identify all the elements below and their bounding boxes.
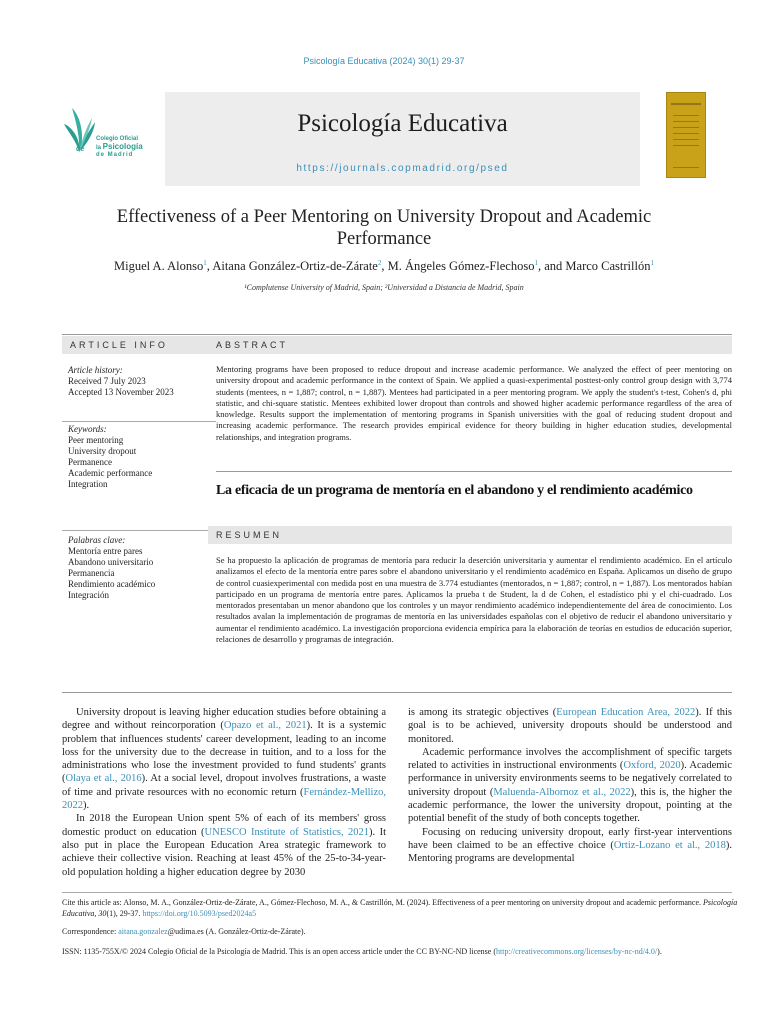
keyword: Permanence: [68, 457, 112, 467]
keyword: Academic performance: [68, 468, 153, 478]
palabras-clave-block: [68, 535, 216, 601]
resumen-heading: RESUMEN: [208, 526, 732, 544]
journal-title: Psicología Educativa: [297, 110, 508, 137]
keywords-label: Keywords:: [68, 424, 107, 434]
body-text: ). It is a systemic problem that influences students' career development, leading to an income loss for the university due to the decrease in tuition, and to a loss for the administrations who lose the investment provided to fund students' grants (: [62, 720, 387, 785]
body-paragraph: [62, 706, 386, 812]
logo-line-2b: Psicología: [102, 142, 143, 151]
abstract-rule: [216, 471, 732, 472]
author-affil-mark[interactable]: 2: [377, 259, 382, 267]
palabra-clave: Permanencia: [68, 568, 115, 578]
logo-line-2a: la: [96, 145, 103, 151]
author-separator: ,: [381, 259, 388, 274]
body-paragraph: [408, 746, 732, 826]
cover-title-bar: [671, 103, 701, 105]
logo-de: de: [76, 146, 85, 153]
cover-line: [673, 167, 699, 168]
logo-line-2: [96, 143, 143, 152]
cover-line: [673, 121, 699, 122]
divider: [62, 530, 216, 531]
author-name: M. Ángeles Gómez-Flechoso: [387, 259, 535, 274]
abstract-text: Mentoring programs have been proposed to reduce dropout and increase academic performance. We analyzed the effect of peer mentoring on university dropout and academic performance in the context of Spain. We applied a quasi-experimental posttest-only control group design with 3,774 students (mentees, n = 1,887; control, n = 1,887). Mentees had participated in a peer mentoring program. We apply the student's t-test, Cohen's d, phi statistic, and chi-square statistic. Mentees exhibited lower dropout than controls and showed higher academic performance regardless of the area of knowledge. Results support the implementation of mentoring programs in Spanish universities with the goal of reducing student dropout and increasing academic performance. The research provides empirical evidence for theory building in higher education studies, developmental relationships, and integration programs.: [216, 364, 732, 442]
cover-line: [673, 145, 699, 146]
citation-link[interactable]: Olaya et al., 2016: [65, 773, 142, 785]
cover-line: [673, 139, 699, 140]
issn-text: ISSN: 1135-755X/© 2024 Colegio Oficial de la Psicología de Madrid. This is an open access article under the CC BY-NC-ND license (: [62, 947, 496, 956]
footer-rule: [62, 892, 732, 893]
body-text: ).: [83, 800, 90, 812]
body-column-left: [62, 706, 386, 879]
citation-link[interactable]: Maluenda-Albornoz et al., 2022: [493, 786, 631, 798]
body-text: ). It also put in place the European Education Area strategic framework to achieve their collective vision. Reaching at least 45% of the 25-to-34-year-old population holding a higher education degree by 2030: [62, 826, 386, 878]
author-and: , and: [537, 259, 566, 274]
body-text: Academic performance involves the accomplishment of specific targets related to activities in instructional environments (: [408, 746, 732, 772]
journal-url[interactable]: https://journals.copmadrid.org/psed: [296, 163, 509, 174]
citation-note: [62, 898, 742, 919]
article-title: Effectiveness of a Peer Mentoring on University Dropout and Academic Performance: [116, 207, 652, 249]
author-name: Marco Castrillón: [565, 259, 651, 274]
received-date: Received 7 July 2023: [68, 376, 146, 386]
body-rule: [62, 692, 732, 693]
body-paragraph: [62, 812, 386, 878]
citation-link[interactable]: Ortiz-Lozano et al., 2018: [613, 839, 726, 851]
author-name: Aitana González-Ortiz-de-Zárate: [212, 259, 378, 274]
resumen-text: Se ha propuesto la aplicación de programas de mentoría para reducir la deserción universitaria y aumentar el rendimiento académico. En el artículo analizamos el efecto de la mentoría entre pares sobre el abandono universitario y el rendimiento académico en España. Aplicamos un diseño de grupo de control cuasiexperimental con medida post en una muestra de 3.774 estudiantes (mentorados, n = 1,887; control, n = 1,887). Los mentorados habían participado en un programa de mentoría entre pares. Aplicamos la prueba t de Student, la d de Cohen, el estadístico phi y el chi-cuadrado. Los mentorados presentaban un menor abandono que los controles y un mayor rendimiento académico independientemente del área de conocimiento. Los resultados avalan la implementación de programas de mentoría en las universidades españolas con el objetivo de reducir el abandono universitario y aumentar el rendimiento académico. La investigación proporciona evidencia empírica para la elaboración de teorías en estudios de educación superior, relaciones de desarrollo y programas de integración.: [216, 555, 732, 645]
corr-label: Correspondence:: [62, 927, 119, 936]
body-text: is among its strategic objectives (: [408, 707, 557, 718]
palabra-clave: Rendimiento académico: [68, 579, 156, 589]
body-paragraph: [408, 826, 732, 866]
email-link[interactable]: aitana.gonzalez: [118, 927, 168, 936]
abstract-heading: ABSTRACT: [208, 336, 732, 354]
author-affil-mark[interactable]: 1: [203, 259, 207, 267]
logo-text: [96, 136, 143, 159]
palabras-label: Palabras clave:: [68, 535, 126, 545]
cite-text: Cite this article as: Alonso, M. A., González-Ortiz-de-Zárate, A., Gómez-Flechoso, M. A., & Castrillón, M. (2024). Effectiveness of a peer mentoring on university dropout and academic performance.: [62, 898, 704, 907]
logo-line-3: de Madrid: [96, 152, 134, 158]
author-separator: ,: [206, 259, 213, 274]
journal-banner: [165, 92, 640, 186]
keyword: University dropout: [68, 446, 137, 456]
corr-text: @udima.es (A. González-Ortiz-de-Zárate).: [167, 927, 306, 936]
cite-issue: (1), 29-37.: [106, 908, 143, 918]
citation-link[interactable]: Fernández-Mellizo, 2022: [62, 786, 386, 812]
author-affil-mark[interactable]: 1: [534, 259, 538, 267]
license-link[interactable]: http://creativecommons.org/licenses/by-nc-nd/4.0/: [496, 947, 658, 956]
palabra-clave: Integración: [68, 590, 109, 600]
spanish-title: La eficacia de un programa de mentoría en el abandono y el rendimiento académico: [216, 483, 693, 498]
header-rule: [62, 334, 732, 335]
body-column-right: [408, 706, 732, 866]
article-history: [68, 365, 216, 398]
citation-link[interactable]: European Education Area, 2022: [556, 707, 696, 718]
society-logo: [62, 104, 162, 164]
issn-suffix: ).: [657, 947, 662, 956]
citation-link[interactable]: UNESCO Institute of Statistics, 2021: [204, 826, 370, 838]
body-text: University dropout is leaving higher education studies before obtaining a degree and without reincorporation (: [62, 707, 386, 732]
cite-journal: Psicología Educativa, 30: [62, 898, 738, 918]
citation-link[interactable]: Opazo et al., 2021: [223, 720, 307, 732]
author-list: [0, 259, 768, 274]
issn-license-note: [62, 947, 742, 958]
body-text: In 2018 the European Union spent 5% of each of its members' gross domestic product on education (: [62, 813, 386, 838]
palabra-clave: Mentoría entre pares: [68, 546, 143, 556]
body-text: ). Academic performance in university environments seems to be negatively correlated to university dropout (: [408, 760, 732, 798]
affiliations: ¹Complutense University of Madrid, Spain; ²Universidad a Distancia de Madrid, Spain: [244, 283, 524, 292]
body-text: ). Mentoring programs are developmental: [408, 839, 732, 865]
body-text: ). If this goal is to be achieved, university dropouts should be understood and monitored.: [408, 707, 732, 745]
cover-line: [673, 127, 699, 128]
logo-line-1: Colegio Oficial: [96, 136, 139, 142]
author-affil-mark[interactable]: 1: [650, 259, 654, 267]
palabra-clave: Abandono universitario: [68, 557, 154, 567]
cover-line: [673, 115, 699, 116]
keyword: Integration: [68, 479, 108, 489]
accepted-date: Accepted 13 November 2023: [68, 387, 174, 397]
author-name: Miguel A. Alonso: [114, 259, 204, 274]
keyword: Peer mentoring: [68, 435, 124, 445]
cover-line: [673, 133, 699, 134]
article-info-heading: ARTICLE INFO: [62, 336, 208, 354]
keywords-block: [68, 424, 216, 490]
history-label: Article history:: [68, 365, 123, 375]
body-text: ), this is, the higher the academic performance, the lower the university dropout, pointing at the potential benefit of the study of both concepts together.: [408, 786, 733, 825]
divider: [62, 421, 216, 422]
journal-reference[interactable]: Psicología Educativa (2024) 30(1) 29-37: [303, 56, 465, 66]
correspondence-note: [62, 927, 742, 938]
body-paragraph: [408, 706, 732, 746]
body-text: ). At a social level, dropout involves frustrations, a waste of time and private resources with no economic return (: [62, 773, 386, 798]
doi-link[interactable]: https://doi.org/10.5093/psed2024a5: [142, 908, 257, 918]
body-text: Focusing on reducing university dropout, early first-year interventions have been claimed to be an effective choice (: [408, 826, 732, 851]
citation-link[interactable]: Oxford, 2020: [623, 760, 681, 772]
journal-cover-image: [666, 92, 706, 178]
